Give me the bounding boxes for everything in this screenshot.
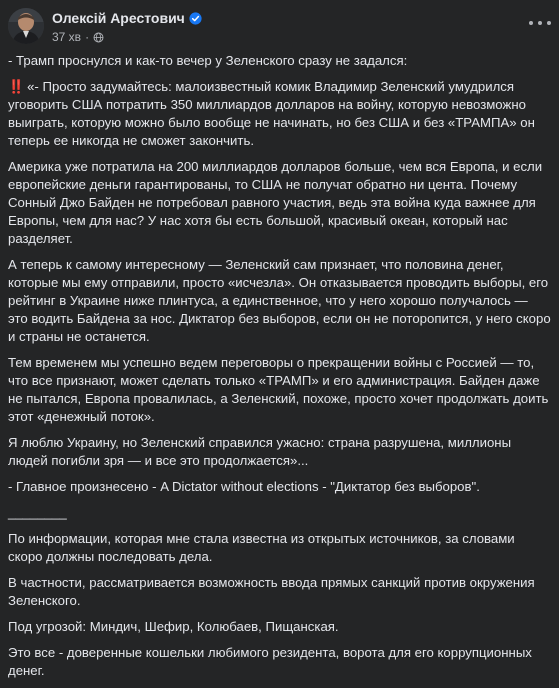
author-name[interactable]: Олексій Арестович — [52, 10, 185, 26]
double-exclamation-icon: ‼️ — [8, 79, 24, 94]
globe-icon — [93, 32, 104, 43]
post-paragraph-6: - Главное произнесено - A Dictator without elections - "Диктатор без выборов". — [8, 479, 480, 494]
post-lead: - Трамп проснулся и как-то вечер у Зеленского сразу не задался: — [8, 53, 408, 68]
post-paragraph-10: Это все - доверенные кошельки любимого резидента, ворота для его коррупционных денег. — [8, 645, 532, 678]
more-options-icon[interactable] — [529, 16, 551, 30]
post-paragraph-9: Под угрозой: Миндич, Шефир, Колюбаев, Пищанская. — [8, 619, 339, 634]
post-header — [8, 8, 551, 52]
post-time[interactable]: 37 хв — [52, 30, 82, 44]
post-paragraph-8: В частности, рассматривается возможность ввода прямых санкций против окружения Зеленского. — [8, 575, 535, 608]
avatar-image — [8, 8, 44, 44]
post-paragraph-7: По информации, которая мне стала известна из открытых источников, за словами скоро должны последовать дела. — [8, 531, 515, 564]
more-dot — [547, 21, 551, 25]
avatar[interactable] — [8, 8, 44, 44]
post-paragraph-5: Я люблю Украину, но Зеленский справился ужасно: страна разрушена, миллионы людей погибли зря — и все это продолжается»... — [8, 435, 512, 468]
separator-line: ________ — [8, 505, 67, 520]
paragraph-1-text: «- Просто задумайтесь: малоизвестный комик Владимир Зеленский умудрился уговорить США потратить 350 миллиардов долларов на войну, которую невозможно выиграть, которую можно было вообще не начинать, но без США и без «ТРАМПА» он теперь ее никогда не сможет закончить. — [8, 79, 535, 148]
separator-dot: · — [85, 30, 90, 44]
post-paragraph-4: Тем временем мы успешно ведем переговоры о прекращении войны с Россией — то, что все признают, может сделать только «ТРАМП» и его администрация. Байден даже не пытался, Европа провалилась, а Зеленский, похоже, просто хочет продолжать доить этот «денежный поток». — [8, 355, 549, 424]
more-dot — [538, 21, 542, 25]
post-paragraph-2: Америка уже потратила на 200 миллиардов долларов больше, чем вся Европа, и если европейские деньги гарантированы, то США не получат обратно ни цента. Почему Сонный Джо Байден не потребовал равного участия, ведь эта война куда важнее для Европы, чем для нас? У нас хотя бы есть большой, красивый океан, который нас разделяет. — [8, 159, 543, 246]
post-paragraph-1 — [8, 78, 551, 150]
verified-badge-icon — [189, 12, 202, 25]
post-text — [8, 52, 551, 688]
more-dot — [529, 21, 533, 25]
post-paragraph-3: А теперь к самому интересному — Зеленский сам признает, что половина денег, которые мы ему отправили, просто «исчезла». Он отказывается проводить выборы, его рейтинг в Украине ниже плинтуса, а единственное, что у него хорошо получалось — это водить Байдена за нос. Диктатор без выборов, если он не поторопится, у него скоро и страны не останется. — [8, 257, 551, 344]
